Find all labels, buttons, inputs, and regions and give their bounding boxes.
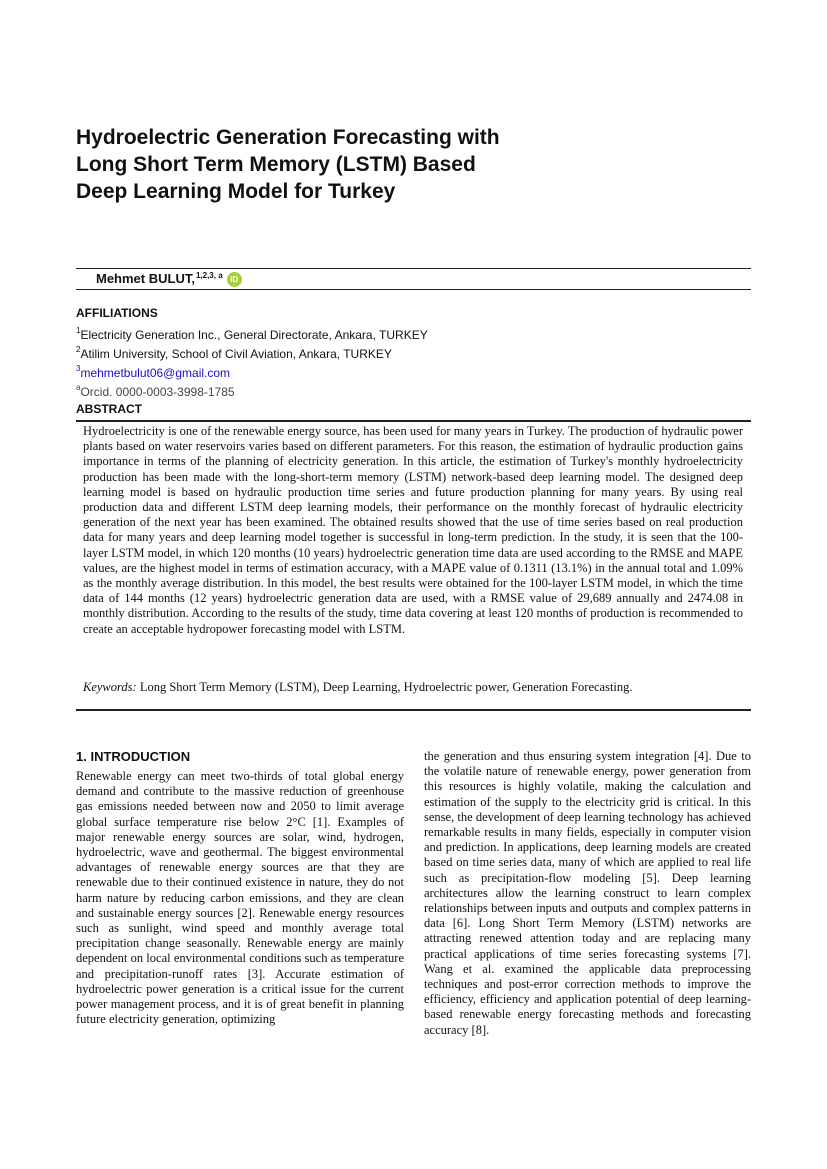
title-line-1: Hydroelectric Generation Forecasting with xyxy=(76,126,500,149)
author-line: Mehmet BULUT, $^{1,2,3, a}$ iD xyxy=(96,270,242,288)
affiliation-item xyxy=(76,324,676,343)
title-line-2: Long Short Term Memory (LSTM) Based xyxy=(76,153,476,176)
author-bottom-rule xyxy=(76,289,751,290)
abstract-top-rule xyxy=(76,420,751,422)
affiliation-item[interactable] xyxy=(76,362,676,381)
affiliations-heading: AFFILIATIONS xyxy=(76,306,158,320)
affiliation-list xyxy=(76,324,676,400)
affiliation-marker: a xyxy=(76,383,81,392)
author-name: Mehmet BULUT, xyxy=(96,271,195,286)
keywords-label: Keywords: xyxy=(83,680,137,694)
affiliation-text: Electricity Generation Inc., General Directorate, Ankara, TURKEY xyxy=(80,328,428,342)
abstract-body: Hydroelectricity is one of the renewable energy source, has been used for many years in Turkey. The production of hydraulic power plants based on water reservoirs varies based on different parameters. For this reason, the estimation of hydraulic production gains importance in terms of the planning of electricity generation. In this article, the estimation of Turkey's monthly hydroelectricity production has been made with the long-short-term memory (LSTM) network-based deep learning model. The designed deep learning model is based on hydraulic production time series and future production planning for many years. By using real production data and different LSTM deep learning models, their performance on the monthly forecast of hydraulic electricity generation of the next year has been examined. The obtained results showed that the use of time series based on real production data for many years and deep learning model together is successful in long-term prediction. In the study, it is seen that the 100-layer LSTM model, in which 120 months (10 years) hydroelectric generation time data are used according to the RMSE and MAPE values, are the highest model in terms of estimation accuracy, with a MAPE value of 0.1311 (13.1%) in the annual total and 1.09% as the monthly average distribution. In this model, the best results were obtained for the 100-layer LSTM model, in which the time data of 144 months (12 years) hydroelectric generation data are used, with a RMSE value of 29,689 annually and 2474.08 in monthly distribution. According to the results of the study, time data covering at least 120 months of production is recommended to create an acceptable hydropower forecasting model with LSTM. xyxy=(83,424,743,636)
orcid-icon[interactable]: iD xyxy=(227,272,242,287)
introduction-column-left: Renewable energy can meet two-thirds of total global energy demand and contribute to the massive reduction of greenhouse gas emissions needed between now and 2050 to limit average global surface temperature rise below 2°C [1]. Examples of major renewable energy sources are solar, wind, hydrogen, hydroelectric, wave and geothermal. The biggest environmental advantages of renewable energy sources are that they are renewable due to their continued existence in nature, they do not harm nature by reducing carbon emissions, and they are clean and sustainable energy sources [2]. Renewable energy resources such as sunlight, wind speed and monthly average total precipitation change seasonally. Renewable energy are mainly dependent on local environmental conditions such as temperature and precipitation-runoff rates [3]. Accurate estimation of hydroelectric power generation is a critical issue for the current power management process, and it is of great benefit in planning future electricity generation, optimizing xyxy=(76,769,404,1027)
introduction-heading: 1. INTRODUCTION xyxy=(76,749,191,764)
affiliation-item xyxy=(76,381,676,400)
paper-title xyxy=(76,124,596,205)
affiliation-marker: 3 xyxy=(76,364,81,373)
keywords-line xyxy=(83,680,743,695)
abstract-heading: ABSTRACT xyxy=(76,402,142,416)
affiliation-marker: 1 xyxy=(76,326,81,335)
title-line-3: Deep Learning Model for Turkey xyxy=(76,180,396,203)
keywords-text: Long Short Term Memory (LSTM), Deep Learning, Hydroelectric power, Generation Forecasting. xyxy=(136,680,633,694)
introduction-column-right: the generation and thus ensuring system integration [4]. Due to the volatile nature of renewable energy, power generation from this resources is highly volatile, making the calculation and estimation of the supply to the electricity grid is critical. In this sense, the development of deep learning technology has achieved remarkable results in many fields, especially in computer vision and prediction. In applications, deep learning models are created based on time series data, many of which are applied to real life such as precipitation-flow modeling [5]. Deep learning architectures allow the learning construct to learn complex relationships between inputs and outputs and complex patterns in data [6]. Long Short Term Memory (LSTM) networks are attracting renewed attention today and are replacing many practical applications of time series forecasting systems [7]. Wang et al. examined the applicable data preprocessing techniques and post-error correction methods to improve the efficiency, efficiency and application potential of deep learning-based renewable energy forecasting methods and forecasting accuracy [8]. xyxy=(424,749,751,1037)
affiliation-text: Atilim University, School of Civil Aviation, Ankara, TURKEY xyxy=(80,347,392,361)
email-link[interactable]: mehmetbulut06@gmail.com xyxy=(80,366,231,380)
abstract-bottom-rule xyxy=(76,709,751,711)
orcid-text: Orcid. 0000-0003-3998-1785 xyxy=(80,385,235,399)
affiliation-marker: 2 xyxy=(76,345,81,354)
affiliation-item xyxy=(76,343,676,362)
